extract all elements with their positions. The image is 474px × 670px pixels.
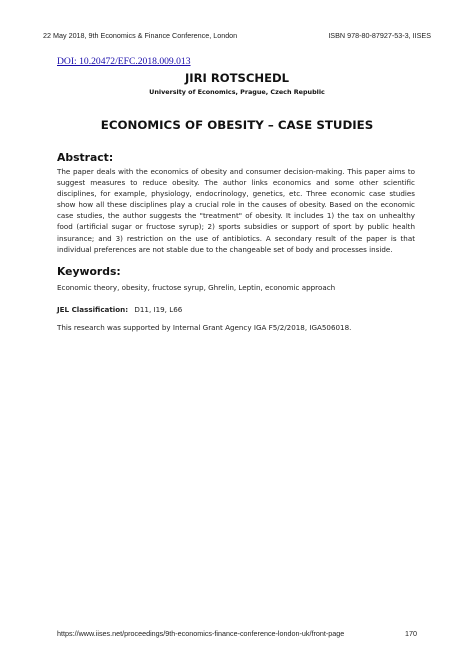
footer-page-number: 170 — [405, 629, 417, 638]
jel-label: JEL Classification: — [57, 305, 129, 314]
abstract-text: The paper deals with the economics of obesity and consumer decision-making. This paper aims to suggest measures to reduce obesity. The author links economics and some other scientific disciplines, for example, physiology, endocrinology, genetics, etc. Three economic case studies show how all these disciplines play a crucial role in the causes of obesity. Based on the economic case studies, the author suggests the "treatment" of obesity. It includes 1) the tax on unhealthy food (artificial sugar or fructose syrup); 2) sports subsidies or support of sport by public health insurance; and 3) restriction on the use of antibiotics. A secondary result of the paper is that individual preferences are not stable due to the changeable set of body and processes inside. — [57, 167, 415, 254]
author-affiliation: University of Economics, Prague, Czech Republic — [149, 88, 325, 96]
doi-link[interactable]: DOI: 10.20472/EFC.2018.009.013 — [57, 56, 191, 67]
header-conference-info: 22 May 2018, 9th Economics & Finance Conference, London — [43, 31, 238, 40]
jel-classification — [57, 305, 182, 314]
paper-title: ECONOMICS OF OBESITY – CASE STUDIES — [100, 118, 374, 132]
funding-note: This research was supported by Internal Grant Agency IGA F5/2/2018, IGA506018. — [57, 323, 352, 332]
footer-url: https://www.iises.net/proceedings/9th-economics-finance-conference-london-uk/front-page — [57, 629, 345, 638]
keywords-heading: Keywords: — [57, 265, 121, 278]
abstract-heading: Abstract: — [57, 151, 114, 164]
author-name: JIRI ROTSCHEDL — [184, 71, 290, 85]
jel-codes: D11, I19, L66 — [134, 305, 183, 314]
keywords-text: Economic theory, obesity, fructose syrup, Ghrelin, Leptin, economic approach — [57, 283, 336, 292]
header-isbn: ISBN 978-80-87927-53-3, IISES — [328, 31, 431, 40]
